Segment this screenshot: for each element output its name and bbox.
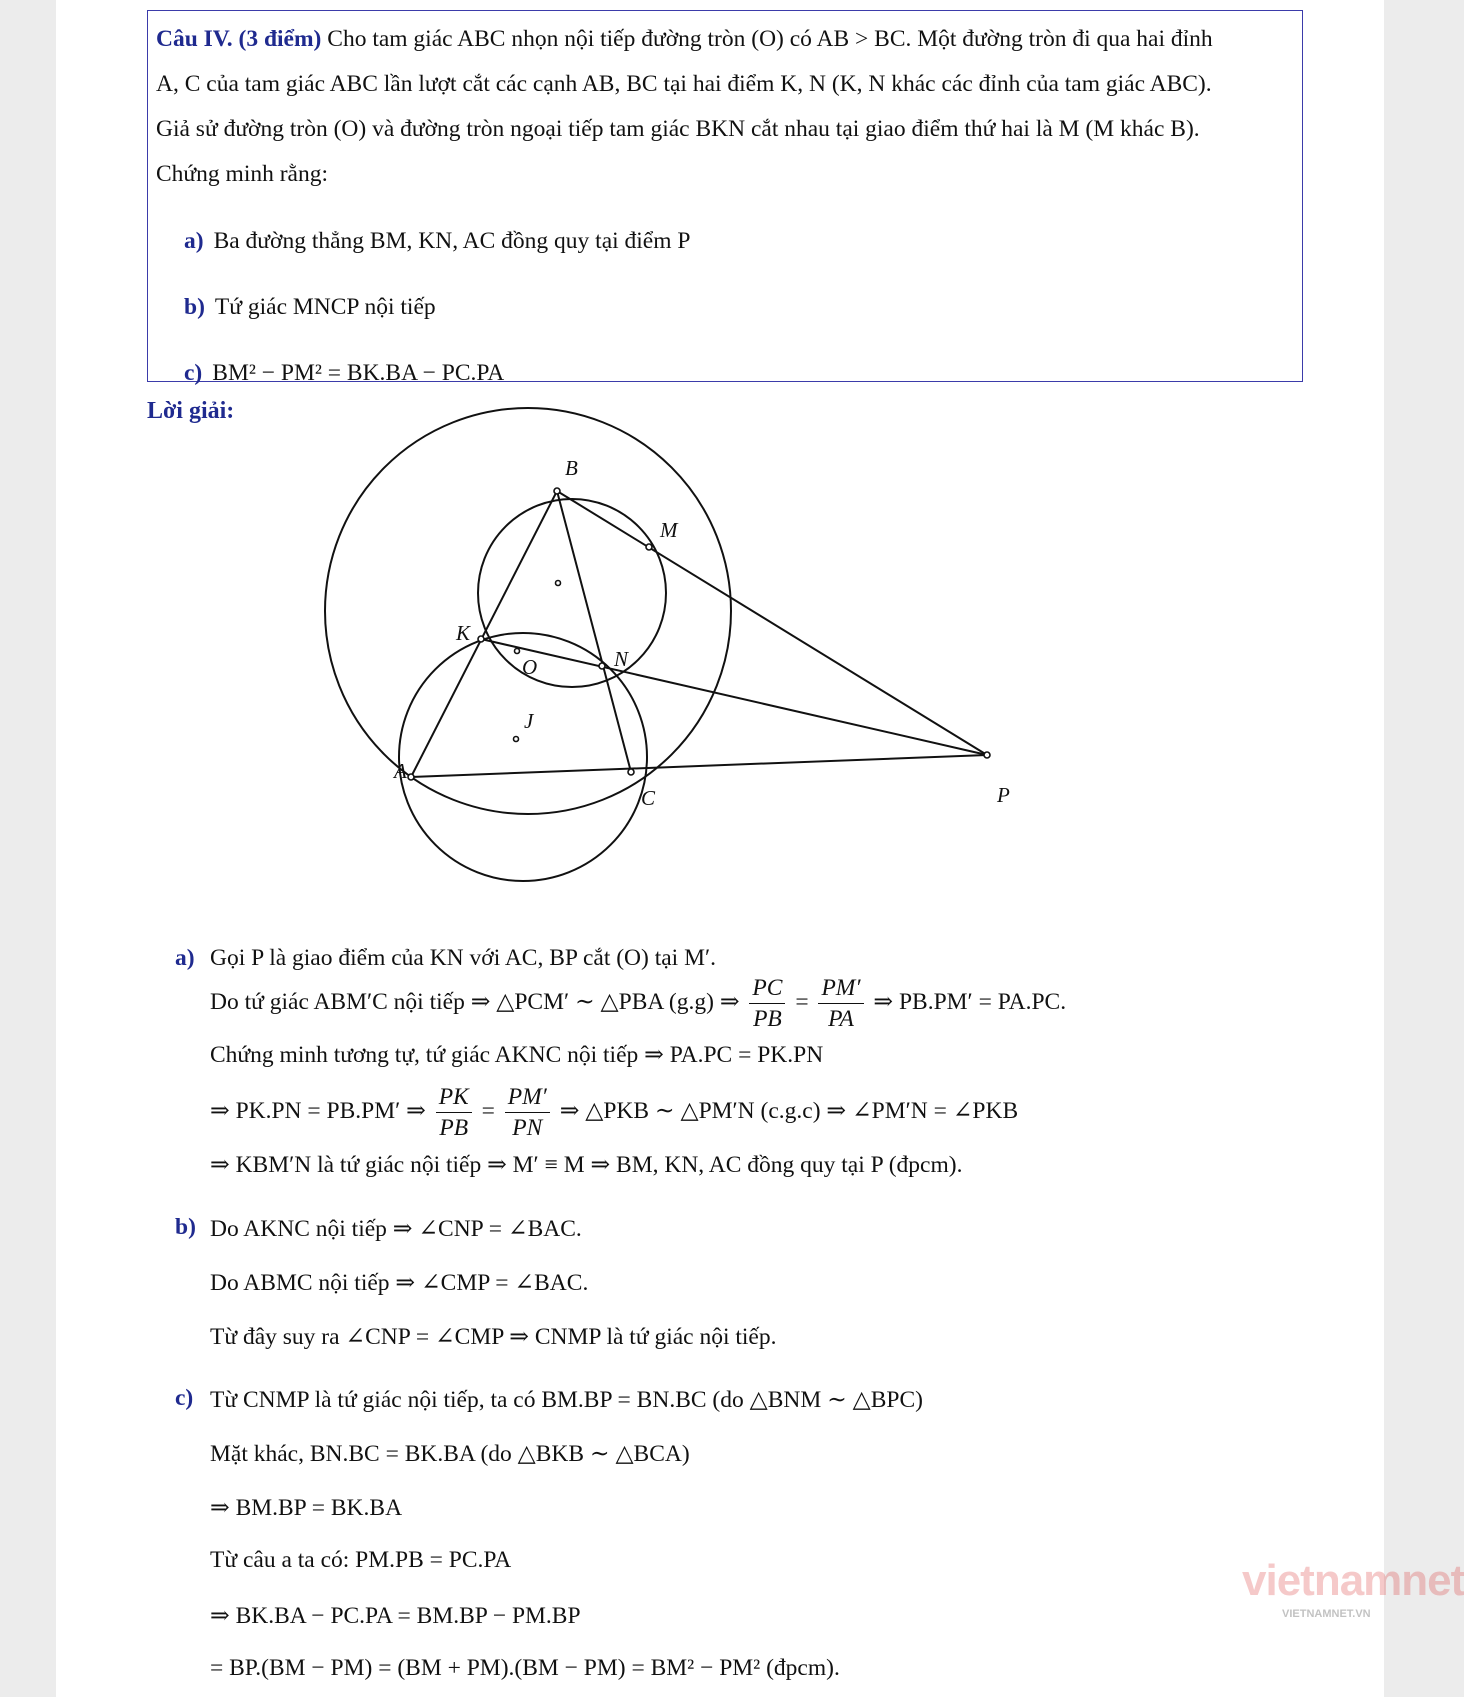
segment-bp [557,491,987,755]
point-j [514,737,519,742]
fraction-pc-pb: $\frac{PC}{PB}$ [749,973,785,1034]
part-c-line-3: ⇒ BM.BP = BK.BA [210,1495,403,1521]
item-label: c) [184,360,203,386]
problem-item-a [184,219,1294,263]
label-o: O [522,655,538,679]
segment-kp [481,639,987,755]
label-c: C [641,786,656,810]
solution-title: Lời giải: [147,398,235,424]
problem-line-4: Chứng minh rằng: [156,161,329,187]
label-b: B [565,456,578,480]
label-n: N [614,647,629,671]
point-center-bkn [556,581,561,586]
label-j: J [524,709,534,733]
part-a-line-2: Do tứ giác ABM′C nội tiếp ⇒ △PCM′ ∼ △PBA (g.g) ⇒ $\frac{PC}{PB}$ = $\frac{PM'}{PA}$ ⇒ PB.PM′ = PA.PC. [210,975,1067,1032]
fraction-pm-pa: $\frac{PM'}{PA}$ [818,973,863,1034]
label-a: A [394,759,407,783]
circle-o [325,408,731,814]
part-b-label: b) [175,1214,196,1240]
part-a-line-3: Chứng minh tương tự, tứ giác AKNC nội tiếp ⇒ PA.PC = PK.PN [210,1042,824,1068]
label-k: K [456,621,471,645]
part-a-line-5: ⇒ KBM′N là tứ giác nội tiếp ⇒ M′ ≡ M ⇒ BM, KN, AC đồng quy tại P (đpcm). [210,1152,963,1178]
problem-item-c [184,351,1294,395]
part-b-line-2: Do ABMC nội tiếp ⇒ ∠CMP = ∠BAC. [210,1270,589,1296]
part-c-line-6: = BP.(BM − PM) = (BM + PM).(BM − PM) = BM² − PM² (đpcm). [210,1655,840,1681]
segment-bc [557,491,631,772]
point-n [599,663,605,669]
point-o [515,649,520,654]
fraction-pm-pn: $\frac{PM'}{PN}$ [505,1082,550,1143]
item-label: b) [184,294,205,320]
label-m: M [660,518,678,542]
document-page [56,0,1464,1697]
fraction-pk-pb: $\frac{PK}{PB}$ [436,1082,472,1143]
point-p [984,752,990,758]
part-a-label: a) [175,945,195,971]
problem-box [147,10,1303,386]
point-b [554,488,560,494]
part-a-line-4: ⇒ PK.PN = PB.PM′ ⇒ $\frac{PK}{PB}$ = $\frac{PM'}{PN}$ ⇒ △PKB ∼ △PM′N (c.g.c) ⇒ ∠PM′N = ∠PKB [210,1084,1019,1141]
problem-line-3: Giả sử đường tròn (O) và đường tròn ngoại tiếp tam giác BKN cắt nhau tại giao điểm thứ hai là M (M khác B). [156,116,1200,142]
part-c-line-5: ⇒ BK.BA − PC.PA = BM.BP − PM.BP [210,1603,581,1629]
problem-title: Câu IV. (3 điểm) [156,26,322,52]
item-label: a) [184,228,204,254]
problem-statement [156,17,1294,62]
part-a-line-1: Gọi P là giao điểm của KN với AC, BP cắt (O) tại M′. [210,945,716,971]
point-a [408,774,414,780]
problem-line-2: A, C của tam giác ABC lần lượt cắt các cạnh AB, BC tại hai điểm K, N (K, N khác các đỉnh của tam giác ABC). [156,71,1212,97]
item-text: BM² − PM² = BK.BA − PC.PA [212,360,505,386]
point-m [646,544,652,550]
geometry-figure [147,450,1317,900]
part-c-line-1: Từ CNMP là tứ giác nội tiếp, ta có BM.BP = BN.BC (do △BNM ∼ △BPC) [210,1387,923,1413]
watermark-brand: vietnamnet [1242,1556,1464,1605]
point-c [628,769,634,775]
label-p: P [997,783,1010,807]
circle-bkn [478,499,666,687]
item-text: Tứ giác MNCP nội tiếp [214,294,436,320]
part-b-line-3: Từ đây suy ra ∠CNP = ∠CMP ⇒ CNMP là tứ giác nội tiếp. [210,1324,777,1350]
part-b-line-1: Do AKNC nội tiếp ⇒ ∠CNP = ∠BAC. [210,1216,582,1242]
problem-line-1: Cho tam giác ABC nhọn nội tiếp đường tròn (O) có AB > BC. Một đường tròn đi qua hai đỉnh [321,26,1213,52]
watermark-sub: VIETNAMNET.VN [1282,1608,1371,1620]
item-text: Ba đường thẳng BM, KN, AC đồng quy tại điểm P [213,228,691,254]
vietnamnet-watermark [1212,1548,1464,1628]
segment-ap [411,755,987,777]
part-c-line-4: Từ câu a ta có: PM.PB = PC.PA [210,1547,512,1573]
part-c-line-2: Mặt khác, BN.BC = BK.BA (do △BKB ∼ △BCA) [210,1441,690,1467]
problem-item-b [184,285,1294,329]
point-k [478,636,484,642]
part-c-label: c) [175,1385,194,1411]
